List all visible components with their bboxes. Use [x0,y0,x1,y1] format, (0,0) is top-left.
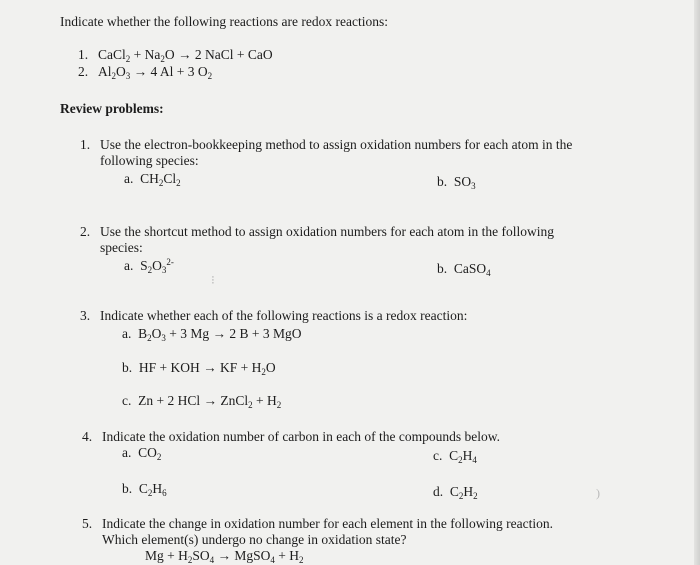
part-label: c. [122,393,132,408]
compound: $C_2H_2$ [449,484,478,501]
intro-reaction-2 [78,64,212,80]
part-label: a. [124,258,134,273]
question-2-part-a [124,258,174,274]
part-label: b. [122,360,133,375]
question-number: 1. [80,137,91,152]
question-4-part-a [122,445,161,461]
species: CaSO$_4$ [453,261,491,278]
part-label: a. [122,445,132,460]
question-4-part-b [122,481,167,497]
question-1-line-1 [80,137,572,153]
part-label: c. [433,448,443,463]
question-4-line-1 [82,429,500,445]
question-3-part-a [122,326,302,342]
intro-equation: CaCl$_2$ + $Na_2O \to 2$ NaCl + CaO [98,47,273,64]
part-label: b. [437,174,448,189]
reaction: $B_2O_3 + 3$ Mg → 2 B + 3 MgO [138,326,302,343]
intro-equation: $Al_2O_3 \to 4$ Al + 3 $O_2$ [98,64,213,81]
question-1-line-2: following species: [100,153,199,168]
question-text: Indicate the oxidation number of carbon in each of the compounds below. [102,429,500,444]
worksheet-header: Indicate whether the following reactions are redox reactions: [60,14,388,29]
question-2-part-b [437,261,491,277]
species: $S_2O_3^{2-}$ [140,257,174,275]
question-text: Use the shortcut method to assign oxidation numbers for each atom in the following [100,224,555,239]
review-title: Review problems: [60,101,164,116]
part-label: a. [124,171,134,186]
question-4-part-c [433,448,477,464]
question-1-part-a [124,171,181,187]
question-1-part-b [437,174,476,190]
compound: $C_2H_4$ [449,448,477,465]
question-3-line-1 [80,308,467,324]
species: $SO_3$ [453,174,476,191]
reaction: Zn + 2 HCl → ZnCl$_2$ + $H_2$ [138,393,282,410]
question-2-line-1 [80,224,554,240]
question-number: 3. [80,308,91,323]
intro-number: 2. [78,64,89,79]
compound: $CO_2$ [138,445,162,462]
part-label: d. [433,484,444,499]
question-3-part-c [122,393,281,409]
question-2-line-2: species: [100,240,143,255]
intro-reaction-1 [78,47,273,63]
stray-mark: ) [596,486,600,500]
question-text: Indicate the change in oxidation number for each element in the following reaction. [102,516,553,531]
reaction: HF + KOH → KF + $H_2O$ [138,360,276,377]
intro-number: 1. [78,47,89,62]
question-text: Use the electron-bookkeeping method to assign oxidation numbers for each atom in the [100,137,573,152]
question-4-part-d [433,484,478,500]
part-label: b. [437,261,448,276]
question-number: 5. [82,516,93,531]
stray-mark: ⁝ [211,273,215,287]
question-5-line-1 [82,516,553,532]
part-label: a. [122,326,132,341]
question-5-equation: $Mg + H_2SO_4$ → MgSO$_4$ + $H_2$ [145,548,304,565]
question-number: 4. [82,429,93,444]
species: $CH_2Cl_2$ [140,171,181,188]
compound: $C_2H_6$ [138,481,167,498]
question-text: Indicate whether each of the following reactions is a redox reaction: [100,308,468,323]
question-3-part-b [122,360,276,376]
part-label: b. [122,481,133,496]
question-5-line-2: Which element(s) undergo no change in oxidation state? [102,532,407,547]
question-number: 2. [80,224,91,239]
page-edge-shadow [694,0,700,565]
